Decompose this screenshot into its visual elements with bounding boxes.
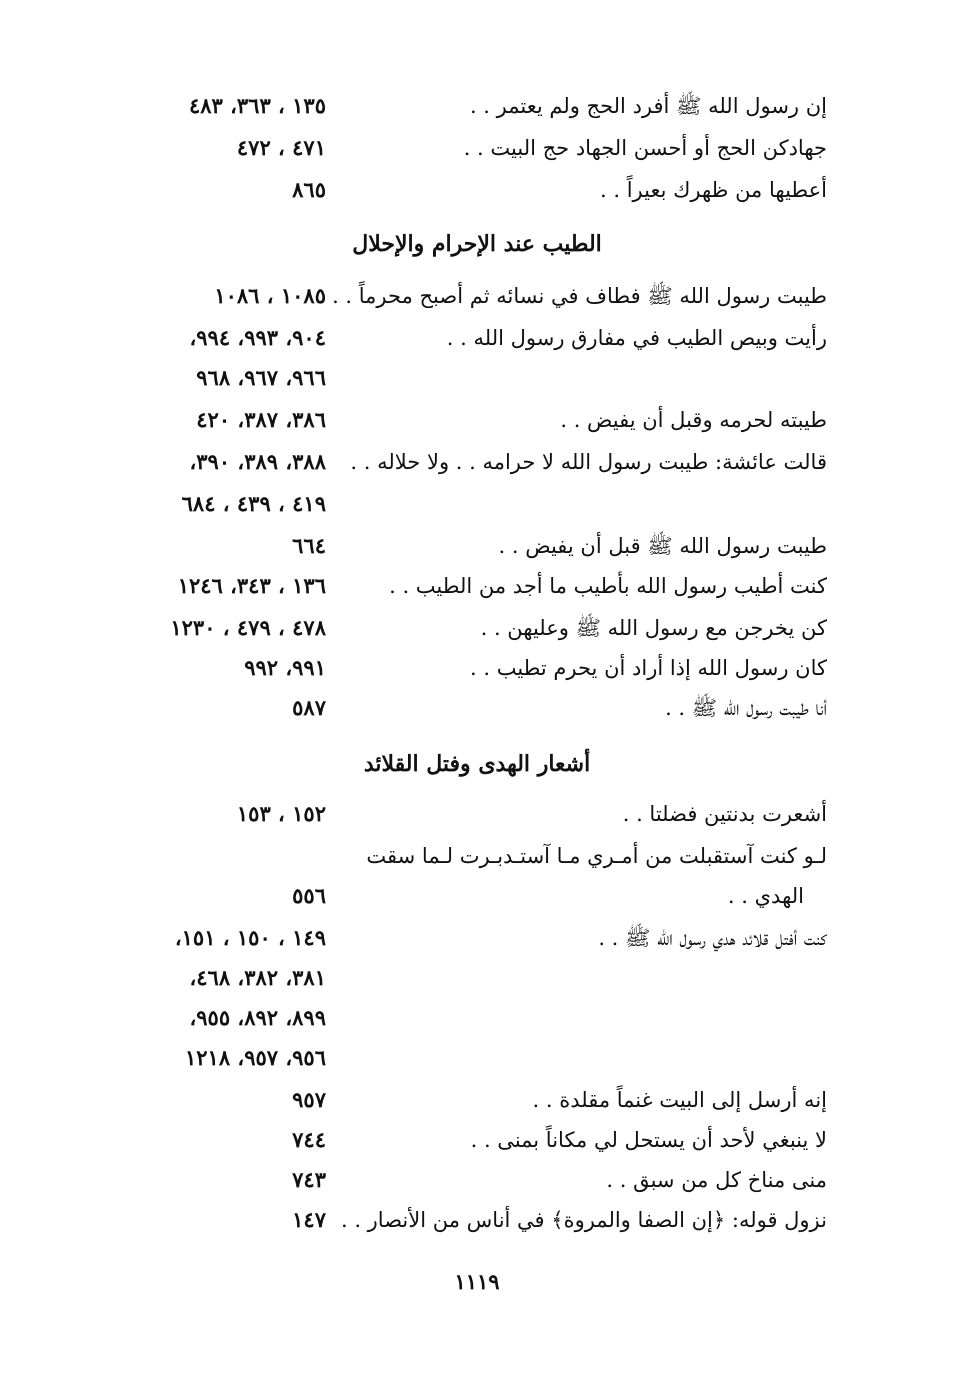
entry-text: كان رسول الله إذا أراد أن يحرم تطيب . .	[470, 656, 827, 680]
entry-text: أعطيها من ظهرك بعيراً . .	[600, 178, 827, 202]
entry-page-refs: ٤٧٨ ، ٤٧٩ ، ١٢٣٠	[170, 615, 326, 640]
index-entry	[0, 998, 954, 1038]
entry-text: طيبت رسول الله ﷺ فطاف في نسائه ثم أصبح محرماً . .	[332, 284, 827, 308]
entry-page-refs: ١٠٨٥ ، ١٠٨٦	[214, 283, 326, 308]
index-entry	[0, 1200, 954, 1240]
entry-page-refs: ٦٦٤	[292, 533, 326, 558]
entry-page-refs: ٨٩٩، ٨٩٢، ٩٥٥،	[189, 1005, 326, 1030]
index-entry	[0, 688, 954, 728]
entry-page-refs: ٩٥٦، ٩٥٧، ١٢١٨	[185, 1045, 326, 1070]
entry-text: أنا طيبت رسول الله ﷺ . .	[665, 696, 827, 720]
entry-text: إن رسول الله ﷺ أفرد الحج ولم يعتمر . .	[469, 94, 827, 118]
entry-text: لـو كنت آستقبلت من أمـري مـا آستـدبـرت لـما سقت	[366, 844, 827, 868]
entry-text: كنت أطيب رسول الله بأطيب ما أجد من الطيب . .	[389, 574, 827, 598]
entry-text: نزول قوله: ﴿إن الصفا والمروة﴾ في أناس من الأنصار . .	[340, 1208, 827, 1232]
entry-text: أشعرت بدنتين فضلتا . .	[622, 802, 827, 826]
entry-page-refs: ١٥٢ ، ١٥٣	[236, 801, 326, 826]
entry-page-refs: ١٣٦ ، ٣٤٣، ١٢٤٦	[177, 573, 326, 598]
entry-text: قالت عائشة: طيبت رسول الله لا حرامه . . ولا حلاله . .	[350, 450, 827, 474]
entry-text: كنت أفتل قلائد هدي رسول الله ﷺ . .	[598, 926, 827, 950]
index-entry	[0, 836, 954, 876]
index-entry	[0, 1038, 954, 1078]
entry-page-refs: ٩٦٦، ٩٦٧، ٩٦٨	[196, 365, 326, 390]
entry-page-refs: ١٤٧	[292, 1207, 326, 1232]
section-heading: أشعار الهدى وفتل القلائد	[363, 751, 591, 777]
index-entry	[0, 442, 954, 482]
index-entry	[0, 400, 954, 440]
entry-page-refs: ٥٥٦	[292, 883, 326, 908]
entry-text: الهدي . .	[727, 884, 804, 908]
entry-page-refs: ٧٤٤	[292, 1127, 326, 1152]
entry-text: لا ينبغي لأحد أن يستحل لي مكاناً بمنى . .	[470, 1128, 827, 1152]
entry-text: منى مناخ كل من سبق . .	[606, 1168, 827, 1192]
index-entry	[0, 1160, 954, 1200]
index-entry	[0, 794, 954, 834]
index-entry	[0, 958, 954, 998]
entry-page-refs: ٤٧١ ، ٤٧٢	[236, 135, 326, 160]
entry-page-refs: ٣٨٦، ٣٨٧، ٤٢٠	[196, 407, 326, 432]
entry-page-refs: ٤١٩ ، ٤٣٩ ، ٦٨٤	[181, 491, 326, 516]
section-heading: الطيب عند الإحرام والإحلال	[352, 231, 602, 257]
entry-page-refs: ٣٨١، ٣٨٢، ٤٦٨،	[189, 965, 326, 990]
index-entry	[0, 608, 954, 648]
index-entry	[0, 918, 954, 958]
index-entry	[0, 318, 954, 358]
index-entry	[0, 276, 954, 316]
index-entry	[0, 566, 954, 606]
entry-page-refs: ٨٦٥	[292, 177, 326, 202]
entry-page-refs: ٩٩١، ٩٩٢	[244, 655, 326, 680]
index-entry	[0, 128, 954, 168]
index-entry	[0, 648, 954, 688]
entry-page-refs: ٥٨٧	[292, 695, 326, 720]
index-entry	[0, 170, 954, 210]
index-entry	[0, 86, 954, 126]
entry-text: طيبته لحرمه وقبل أن يفيض . .	[560, 408, 827, 432]
entry-page-refs: ٧٤٣	[292, 1167, 326, 1192]
entry-text: طيبت رسول الله ﷺ قبل أن يفيض . .	[498, 534, 827, 558]
entry-page-refs: ١٣٥ ، ٣٦٣، ٤٨٣	[188, 93, 326, 118]
page-number: ١١١٩	[454, 1269, 500, 1294]
entry-text: رأيت وبيص الطيب في مفارق رسول الله . .	[446, 326, 827, 350]
index-entry	[0, 526, 954, 566]
index-entry	[0, 1120, 954, 1160]
entry-page-refs: ٣٨٨، ٣٨٩، ٣٩٠،	[189, 449, 326, 474]
entry-text: كن يخرجن مع رسول الله ﷺ وعليهن . .	[480, 616, 827, 640]
index-entry	[0, 358, 954, 398]
index-entry	[0, 876, 954, 916]
index-entry	[0, 484, 954, 524]
entry-page-refs: ٩٠٤، ٩٩٣، ٩٩٤،	[189, 325, 326, 350]
entry-page-refs: ٩٥٧	[292, 1087, 326, 1112]
entry-page-refs: ١٤٩ ، ١٥٠ ، ١٥١،	[174, 925, 326, 950]
entry-text: جهادكن الحج أو أحسن الجهاد حج البيت . .	[463, 136, 827, 160]
entry-text: إنه أرسل إلى البيت غنماً مقلدة . .	[532, 1088, 827, 1112]
index-entry	[0, 1080, 954, 1120]
